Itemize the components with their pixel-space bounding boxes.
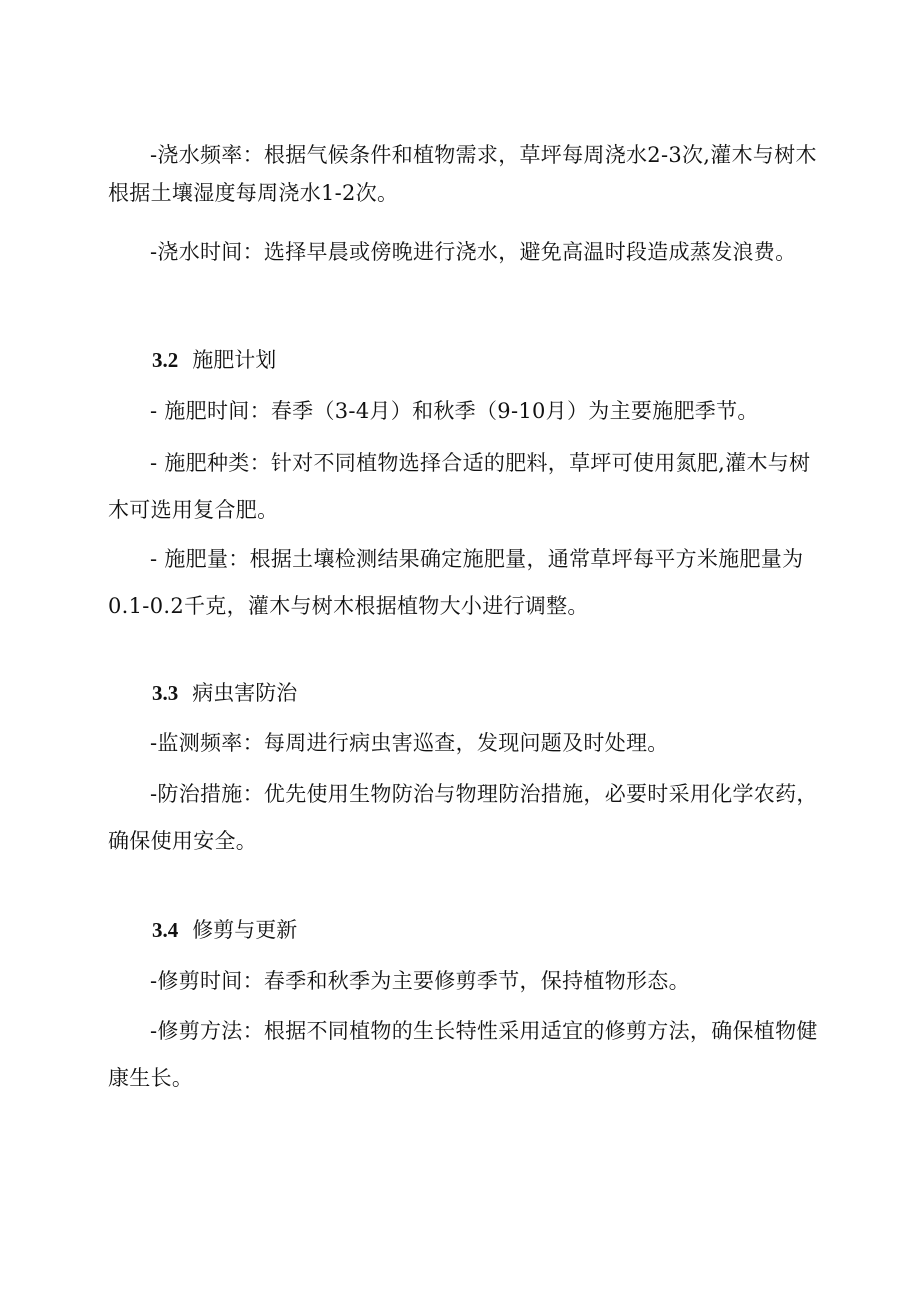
section-number: 3.2 [152,348,179,372]
section-title: 施肥计划 [192,348,277,372]
watering-frequency-paragraph: -浇水频率：根据气候条件和植物需求，草坪每周浇水2-3次,灌木与树木根据土壤湿度每周浇水1-2次。 [108,143,817,205]
section-title: 病虫害防治 [192,681,298,705]
section-title: 修剪与更新 [192,918,298,942]
pruning-method-paragraph: -修剪方法：根据不同植物的生长特性采用适宜的修剪方法，确保植物健康生长。 [108,1019,818,1090]
section-heading-pruning [152,915,297,945]
section-heading-pest [152,678,297,708]
watering-time-paragraph: -浇水时间：选择早晨或傍晚进行浇水，避免高温时段造成蒸发浪费。 [150,240,797,264]
fertilizing-time-paragraph: - 施肥时间：春季（3-4月）和秋季（9-10月）为主要施肥季节。 [150,399,759,423]
pest-measures-paragraph: -防治措施：优先使用生物防治与物理防治措施，必要时采用化学农药，确保使用安全。 [108,782,818,853]
section-heading-fertilizing [152,345,276,375]
section-number: 3.4 [152,918,179,942]
fertilizing-types-paragraph: - 施肥种类：针对不同植物选择合适的肥料，草坪可使用氮肥,灌木与树木可选用复合肥。 [108,451,811,522]
pruning-time-paragraph: -修剪时间：春季和秋季为主要修剪季节，保持植物形态。 [150,969,690,993]
section-number: 3.3 [152,681,179,705]
fertilizing-amount-paragraph: - 施肥量：根据土壤检测结果确定施肥量，通常草坪每平方米施肥量为0.1-0.2千克，灌木与树木根据植物大小进行调整。 [108,547,804,618]
pest-monitoring-paragraph: -监测频率：每周进行病虫害巡查，发现问题及时处理。 [150,731,669,755]
